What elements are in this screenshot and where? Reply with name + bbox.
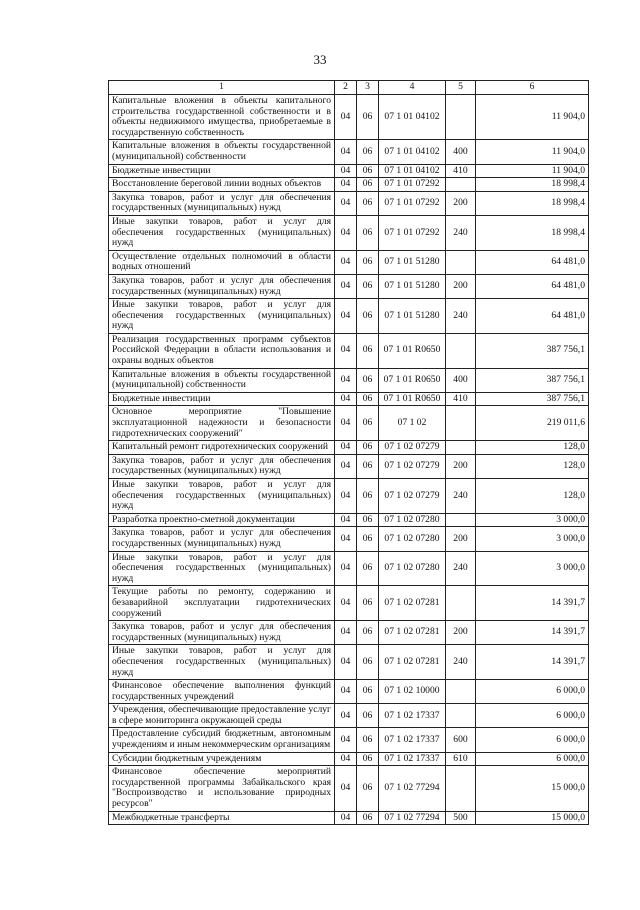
column-header-subsection: 3 <box>357 81 379 95</box>
table-row <box>109 680 589 704</box>
row-amount-cell: 18 998,4 <box>476 215 589 250</box>
row-section-cell: 04 <box>335 95 357 140</box>
table-row <box>109 454 589 478</box>
row-amount-cell: 14 391,7 <box>476 645 589 680</box>
row-target-article-cell: 07 1 02 07279 <box>379 454 446 478</box>
row-subsection-cell: 06 <box>357 406 379 441</box>
row-section-cell: 04 <box>335 392 357 406</box>
row-expense-type-cell: 240 <box>446 551 476 586</box>
table-row <box>109 274 589 298</box>
row-target-article-cell: 07 1 01 51280 <box>379 250 446 274</box>
row-target-article-cell: 07 1 01 51280 <box>379 274 446 298</box>
row-section-cell: 04 <box>335 215 357 250</box>
row-subsection-cell: 06 <box>357 680 379 704</box>
table-row <box>109 551 589 586</box>
row-amount-cell: 3 000,0 <box>476 527 589 551</box>
row-target-article-cell: 07 1 02 07280 <box>379 527 446 551</box>
row-section-cell: 04 <box>335 274 357 298</box>
row-subsection-cell: 06 <box>357 333 379 368</box>
row-expense-type-cell <box>446 586 476 621</box>
row-target-article-cell: 07 1 01 04102 <box>379 164 446 178</box>
row-expense-type-cell: 410 <box>446 164 476 178</box>
row-amount-cell: 387 756,1 <box>476 392 589 406</box>
row-section-cell: 04 <box>335 406 357 441</box>
table-row <box>109 368 589 392</box>
row-section-cell: 04 <box>335 811 357 825</box>
row-expense-type-cell <box>446 333 476 368</box>
row-name-cell: Осуществление отдельных полномочий в области водных отношений <box>109 250 335 274</box>
row-name-cell: Закупка товаров, работ и услуг для обеспечения государственных (муниципальных) нужд <box>109 454 335 478</box>
row-section-cell: 04 <box>335 621 357 645</box>
row-expense-type-cell <box>446 250 476 274</box>
row-amount-cell: 18 998,4 <box>476 191 589 215</box>
row-subsection-cell: 06 <box>357 704 379 728</box>
row-amount-cell: 387 756,1 <box>476 333 589 368</box>
row-amount-cell: 64 481,0 <box>476 274 589 298</box>
table-header-row <box>109 81 589 95</box>
table-row <box>109 645 589 680</box>
row-expense-type-cell: 600 <box>446 728 476 752</box>
row-expense-type-cell: 200 <box>446 454 476 478</box>
row-name-cell: Текущие работы по ремонту, содержанию и безаварийной эксплуатации гидротехнических сооружений <box>109 586 335 621</box>
row-section-cell: 04 <box>335 752 357 766</box>
row-section-cell: 04 <box>335 368 357 392</box>
table-row <box>109 178 589 192</box>
row-target-article-cell: 07 1 02 17337 <box>379 728 446 752</box>
row-amount-cell: 18 998,4 <box>476 178 589 192</box>
row-name-cell: Бюджетные инвестиции <box>109 392 335 406</box>
row-name-cell: Восстановление береговой линии водных объектов <box>109 178 335 192</box>
row-section-cell: 04 <box>335 140 357 164</box>
row-section-cell: 04 <box>335 454 357 478</box>
row-target-article-cell: 07 1 02 07281 <box>379 621 446 645</box>
row-subsection-cell: 06 <box>357 392 379 406</box>
column-header-name: 1 <box>109 81 335 95</box>
row-subsection-cell: 06 <box>357 811 379 825</box>
row-expense-type-cell <box>446 766 476 811</box>
table-row <box>109 333 589 368</box>
row-amount-cell: 6 000,0 <box>476 752 589 766</box>
table-row <box>109 704 589 728</box>
table-row <box>109 95 589 140</box>
row-name-cell: Иные закупки товаров, работ и услуг для обеспечения государственных (муниципальных) нужд <box>109 551 335 586</box>
table-row <box>109 392 589 406</box>
row-expense-type-cell: 240 <box>446 479 476 514</box>
row-name-cell: Иные закупки товаров, работ и услуг для обеспечения государственных (муниципальных) нужд <box>109 479 335 514</box>
row-target-article-cell: 07 1 01 07292 <box>379 178 446 192</box>
row-subsection-cell: 06 <box>357 140 379 164</box>
row-amount-cell: 11 904,0 <box>476 95 589 140</box>
row-target-article-cell: 07 1 02 <box>379 406 446 441</box>
row-target-article-cell: 07 1 02 77294 <box>379 766 446 811</box>
row-target-article-cell: 07 1 02 17337 <box>379 752 446 766</box>
row-name-cell: Финансовое обеспечение выполнения функций государственных учреждений <box>109 680 335 704</box>
row-section-cell: 04 <box>335 178 357 192</box>
row-subsection-cell: 06 <box>357 274 379 298</box>
row-name-cell: Закупка товаров, работ и услуг для обеспечения государственных (муниципальных) нужд <box>109 274 335 298</box>
row-expense-type-cell: 610 <box>446 752 476 766</box>
row-subsection-cell: 06 <box>357 479 379 514</box>
table-row <box>109 140 589 164</box>
row-target-article-cell: 07 1 01 R0650 <box>379 333 446 368</box>
row-section-cell: 04 <box>335 164 357 178</box>
table-row <box>109 752 589 766</box>
row-expense-type-cell: 400 <box>446 140 476 164</box>
table-row <box>109 513 589 527</box>
row-target-article-cell: 07 1 01 R0650 <box>379 368 446 392</box>
row-amount-cell: 6 000,0 <box>476 728 589 752</box>
row-section-cell: 04 <box>335 586 357 621</box>
row-section-cell: 04 <box>335 441 357 455</box>
row-amount-cell: 14 391,7 <box>476 621 589 645</box>
row-subsection-cell: 06 <box>357 299 379 334</box>
table-row <box>109 766 589 811</box>
row-target-article-cell: 07 1 02 77294 <box>379 811 446 825</box>
row-target-article-cell: 07 1 01 R0650 <box>379 392 446 406</box>
row-target-article-cell: 07 1 01 04102 <box>379 95 446 140</box>
row-name-cell: Иные закупки товаров, работ и услуг для обеспечения государственных (муниципальных) нужд <box>109 299 335 334</box>
row-target-article-cell: 07 1 02 17337 <box>379 704 446 728</box>
row-amount-cell: 128,0 <box>476 454 589 478</box>
table-row <box>109 215 589 250</box>
row-section-cell: 04 <box>335 728 357 752</box>
row-name-cell: Предоставление субсидий бюджетным, автономным учреждениям и иным некоммерческим организациям <box>109 728 335 752</box>
row-name-cell: Бюджетные инвестиции <box>109 164 335 178</box>
row-name-cell: Закупка товаров, работ и услуг для обеспечения государственных (муниципальных) нужд <box>109 527 335 551</box>
row-subsection-cell: 06 <box>357 728 379 752</box>
row-subsection-cell: 06 <box>357 164 379 178</box>
row-amount-cell: 64 481,0 <box>476 250 589 274</box>
row-subsection-cell: 06 <box>357 215 379 250</box>
row-target-article-cell: 07 1 02 07281 <box>379 645 446 680</box>
row-amount-cell: 11 904,0 <box>476 140 589 164</box>
row-subsection-cell: 06 <box>357 191 379 215</box>
row-section-cell: 04 <box>335 704 357 728</box>
table-row <box>109 527 589 551</box>
row-target-article-cell: 07 1 02 10000 <box>379 680 446 704</box>
row-section-cell: 04 <box>335 479 357 514</box>
row-name-cell: Закупка товаров, работ и услуг для обеспечения государственных (муниципальных) нужд <box>109 191 335 215</box>
row-subsection-cell: 06 <box>357 551 379 586</box>
column-header-expense-type: 5 <box>446 81 476 95</box>
row-name-cell: Основное мероприятие "Повышение эксплуатационной надежности и безопасности гидротехнических сооружений" <box>109 406 335 441</box>
row-name-cell: Учреждения, обеспечивающие предоставление услуг в сфере мониторинга окружающей среды <box>109 704 335 728</box>
row-subsection-cell: 06 <box>357 752 379 766</box>
row-subsection-cell: 06 <box>357 95 379 140</box>
row-subsection-cell: 06 <box>357 250 379 274</box>
row-expense-type-cell: 500 <box>446 811 476 825</box>
table-row <box>109 811 589 825</box>
table-row <box>109 191 589 215</box>
table-body <box>109 95 589 825</box>
row-subsection-cell: 06 <box>357 621 379 645</box>
column-header-amount: 6 <box>476 81 589 95</box>
row-amount-cell: 219 011,6 <box>476 406 589 441</box>
row-amount-cell: 11 904,0 <box>476 164 589 178</box>
budget-table <box>108 80 589 825</box>
row-expense-type-cell: 410 <box>446 392 476 406</box>
row-amount-cell: 15 000,0 <box>476 766 589 811</box>
row-section-cell: 04 <box>335 551 357 586</box>
table-row <box>109 299 589 334</box>
row-amount-cell: 128,0 <box>476 479 589 514</box>
row-expense-type-cell: 240 <box>446 645 476 680</box>
row-expense-type-cell: 200 <box>446 527 476 551</box>
row-name-cell: Субсидии бюджетным учреждениям <box>109 752 335 766</box>
row-section-cell: 04 <box>335 527 357 551</box>
row-name-cell: Финансовое обеспечение мероприятий государственной программы Забайкальского края "Воспроизводство и использование природных ресурсов" <box>109 766 335 811</box>
row-amount-cell: 6 000,0 <box>476 704 589 728</box>
table-row <box>109 586 589 621</box>
row-expense-type-cell: 400 <box>446 368 476 392</box>
row-section-cell: 04 <box>335 680 357 704</box>
table-row <box>109 164 589 178</box>
row-expense-type-cell <box>446 178 476 192</box>
row-expense-type-cell <box>446 680 476 704</box>
row-amount-cell: 3 000,0 <box>476 551 589 586</box>
row-target-article-cell: 07 1 01 07292 <box>379 215 446 250</box>
row-amount-cell: 64 481,0 <box>476 299 589 334</box>
row-expense-type-cell <box>446 441 476 455</box>
row-target-article-cell: 07 1 01 51280 <box>379 299 446 334</box>
table-row <box>109 479 589 514</box>
row-expense-type-cell <box>446 704 476 728</box>
row-section-cell: 04 <box>335 333 357 368</box>
row-name-cell: Закупка товаров, работ и услуг для обеспечения государственных (муниципальных) нужд <box>109 621 335 645</box>
row-name-cell: Разработка проектно-сметной документации <box>109 513 335 527</box>
row-name-cell: Капитальный ремонт гидротехнических сооружений <box>109 441 335 455</box>
row-name-cell: Иные закупки товаров, работ и услуг для обеспечения государственных (муниципальных) нужд <box>109 215 335 250</box>
row-subsection-cell: 06 <box>357 368 379 392</box>
row-name-cell: Межбюджетные трансферты <box>109 811 335 825</box>
row-section-cell: 04 <box>335 191 357 215</box>
row-subsection-cell: 06 <box>357 645 379 680</box>
row-subsection-cell: 06 <box>357 586 379 621</box>
row-target-article-cell: 07 1 02 07279 <box>379 479 446 514</box>
row-amount-cell: 387 756,1 <box>476 368 589 392</box>
row-subsection-cell: 06 <box>357 766 379 811</box>
row-section-cell: 04 <box>335 250 357 274</box>
row-subsection-cell: 06 <box>357 513 379 527</box>
page-number: 33 <box>313 52 327 67</box>
column-header-section: 2 <box>335 81 357 95</box>
row-expense-type-cell: 240 <box>446 299 476 334</box>
row-expense-type-cell: 240 <box>446 215 476 250</box>
row-subsection-cell: 06 <box>357 178 379 192</box>
row-subsection-cell: 06 <box>357 441 379 455</box>
row-expense-type-cell <box>446 513 476 527</box>
row-name-cell: Капитальные вложения в объекты государственной (муниципальной) собственности <box>109 368 335 392</box>
table-row <box>109 406 589 441</box>
row-expense-type-cell: 200 <box>446 274 476 298</box>
table-row <box>109 250 589 274</box>
row-target-article-cell: 07 1 02 07279 <box>379 441 446 455</box>
row-name-cell: Капитальные вложения в объекты государственной (муниципальной) собственности <box>109 140 335 164</box>
row-name-cell: Капитальные вложения в объекты капитального строительства государственной собственности и в объекты недвижимого имущества, приобретаемые в государственную собственность <box>109 95 335 140</box>
table-row <box>109 441 589 455</box>
row-expense-type-cell <box>446 406 476 441</box>
row-amount-cell: 6 000,0 <box>476 680 589 704</box>
row-subsection-cell: 06 <box>357 454 379 478</box>
row-section-cell: 04 <box>335 766 357 811</box>
row-name-cell: Иные закупки товаров, работ и услуг для обеспечения государственных (муниципальных) нужд <box>109 645 335 680</box>
row-amount-cell: 14 391,7 <box>476 586 589 621</box>
row-amount-cell: 15 000,0 <box>476 811 589 825</box>
column-header-target-article: 4 <box>379 81 446 95</box>
row-name-cell: Реализация государственных программ субъектов Российской Федерации в области использования и охраны водных объектов <box>109 333 335 368</box>
row-amount-cell: 128,0 <box>476 441 589 455</box>
table-row <box>109 621 589 645</box>
row-target-article-cell: 07 1 01 07292 <box>379 191 446 215</box>
row-subsection-cell: 06 <box>357 527 379 551</box>
row-target-article-cell: 07 1 02 07280 <box>379 513 446 527</box>
row-amount-cell: 3 000,0 <box>476 513 589 527</box>
row-target-article-cell: 07 1 02 07281 <box>379 586 446 621</box>
row-target-article-cell: 07 1 02 07280 <box>379 551 446 586</box>
row-expense-type-cell: 200 <box>446 191 476 215</box>
row-expense-type-cell <box>446 95 476 140</box>
row-expense-type-cell: 200 <box>446 621 476 645</box>
row-section-cell: 04 <box>335 299 357 334</box>
row-target-article-cell: 07 1 01 04102 <box>379 140 446 164</box>
row-section-cell: 04 <box>335 645 357 680</box>
table-row <box>109 728 589 752</box>
row-section-cell: 04 <box>335 513 357 527</box>
